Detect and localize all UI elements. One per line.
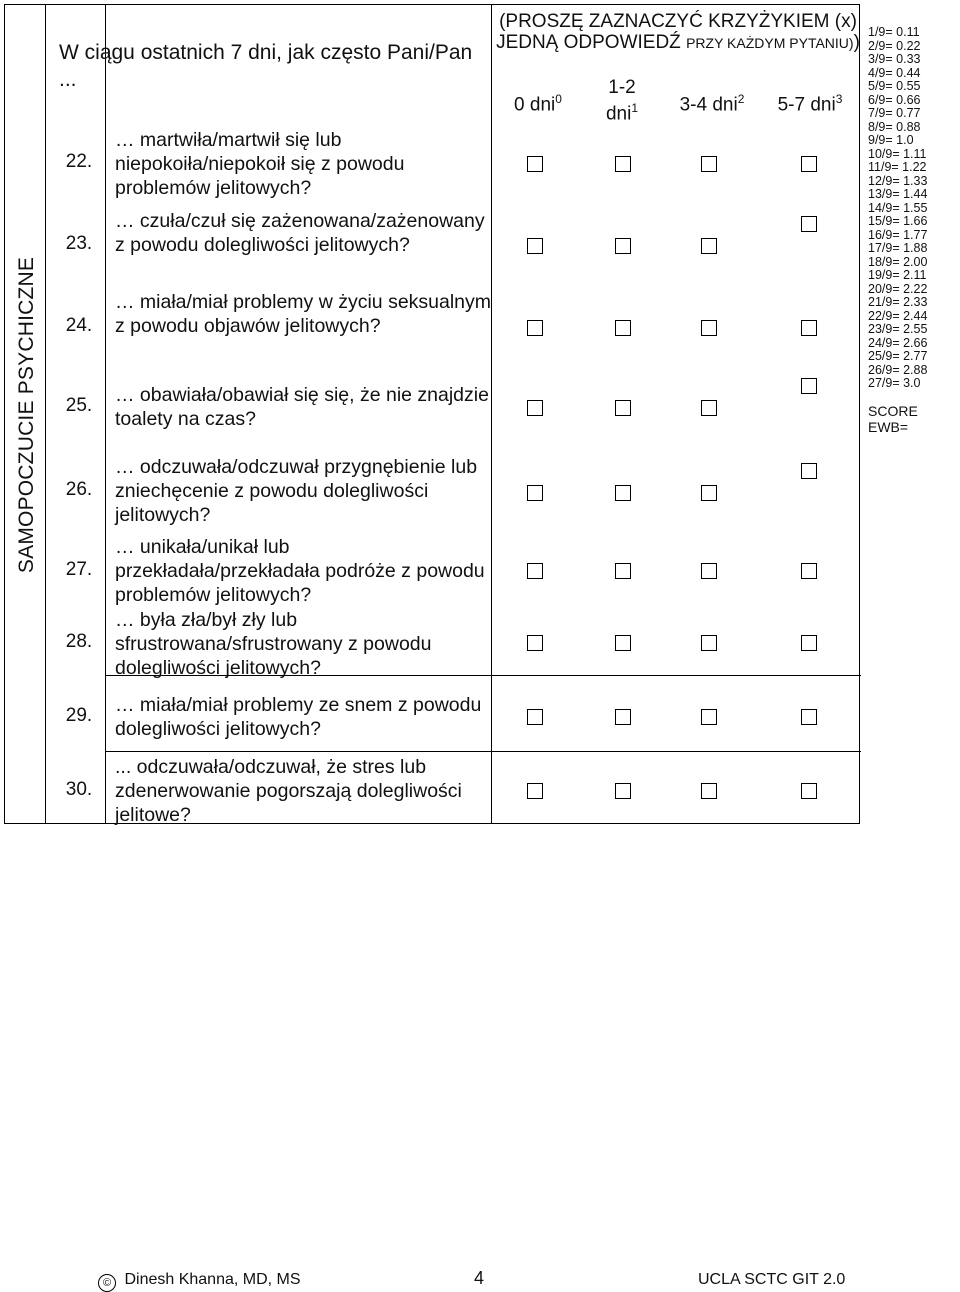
scale-item: 11/9= 1.22: [868, 160, 927, 174]
page-number: 4: [474, 1268, 485, 1288]
answer-checkbox-q26-3[interactable]: [801, 463, 817, 479]
scale-item: 4/9= 0.44: [868, 65, 921, 80]
answer-checkbox-q23-1[interactable]: [615, 238, 631, 254]
answer-checkbox-q26-0[interactable]: [527, 485, 543, 501]
scale-item: 17/9= 1.88: [868, 241, 928, 255]
question-text: … czuła/czuł się zażenowana/zażenowany z powodu dolegliwości jelitowych?: [115, 210, 485, 256]
footer-author: [98, 1271, 301, 1292]
answer-checkbox-q23-0[interactable]: [527, 238, 543, 254]
scale-item: 19/9= 2.11: [868, 268, 927, 282]
scale-item: 15/9= 1.66: [868, 214, 928, 228]
divider: [105, 751, 861, 752]
question-text: … unikała/unikał lub przekładała/przekładała podróże z powodu problemów jelitowych?: [115, 536, 485, 606]
scale-item: 21/9= 2.33: [868, 295, 928, 309]
answer-checkbox-q26-2[interactable]: [701, 485, 717, 501]
answer-checkbox-q29-2[interactable]: [701, 709, 717, 725]
answer-checkbox-q26-1[interactable]: [615, 485, 631, 501]
intro-question: W ciągu ostatnich 7 dni, jak często Pani/Pan ...: [59, 41, 473, 91]
instructions: (PROSZĘ ZAZNACZYĆ KRZYŻYKIEM (x) JEDNĄ ODPOWIEDŹ PRZY KAŻDYM PYTANIU)): [496, 11, 860, 53]
question-text: ... odczuwała/odczuwał, że stres lub zdenerwowanie pogorszają dolegliwości jelitowe?: [115, 756, 462, 826]
answer-checkbox-q28-1[interactable]: [615, 635, 631, 651]
answer-checkbox-q30-0[interactable]: [527, 783, 543, 799]
answer-checkbox-q25-0[interactable]: [527, 400, 543, 416]
answer-checkbox-q30-2[interactable]: [701, 783, 717, 799]
scoring-scale: [868, 26, 960, 435]
question-text: … miała/miał problemy ze snem z powodu dolegliwości jelitowych?: [115, 694, 482, 740]
scale-item: 13/9= 1.44: [868, 187, 928, 201]
scale-item: 16/9= 1.77: [868, 227, 928, 242]
scale-item: 2/9= 0.22: [868, 38, 921, 53]
scale-item: 8/9= 0.88: [868, 119, 921, 134]
answer-checkbox-q24-1[interactable]: [615, 320, 631, 336]
column-header-3: 5-7 dni$^3$: [777, 92, 843, 116]
answer-checkbox-q22-0[interactable]: [527, 156, 543, 172]
question-text: … martwiła/martwił się lub niepokoiła/niepokoił się z powodu problemów jelitowych?: [115, 129, 405, 199]
scale-item: 27/9= 3.0: [868, 376, 921, 390]
ewb-label: EWB=: [868, 418, 909, 435]
column-header-0: 0 dni$^0$: [514, 92, 562, 116]
question-number: 30.: [65, 779, 93, 800]
author-name: Dinesh Khanna, MD, MS: [124, 1271, 301, 1288]
answer-checkbox-q27-1[interactable]: [615, 563, 631, 579]
scale-item: 10/9= 1.11: [868, 146, 927, 161]
answer-checkbox-q28-3[interactable]: [801, 635, 817, 651]
questionnaire-table: [4, 4, 860, 824]
answer-checkbox-q23-2[interactable]: [701, 238, 717, 254]
question-number: 25.: [65, 395, 93, 416]
scale-item: 1/9= 0.11: [868, 25, 920, 39]
answer-checkbox-q27-3[interactable]: [801, 563, 817, 579]
score-label: SCORE: [868, 402, 918, 419]
question-number: 24.: [65, 315, 93, 336]
answer-checkbox-q25-3[interactable]: [801, 378, 817, 394]
column-header-2: 3-4 dni$^2$: [679, 92, 745, 116]
answer-checkbox-q29-0[interactable]: [527, 709, 543, 725]
answer-checkbox-q30-1[interactable]: [615, 783, 631, 799]
section-label: [5, 5, 49, 825]
section-label-text: SAMOPOCZUCIE PSYCHICZNE: [15, 256, 38, 574]
question-text: … miała/miał problemy w życiu seksualnym z powodu objawów jelitowych?: [115, 291, 492, 337]
scale-item: 26/9= 2.88: [868, 362, 928, 377]
answer-checkbox-q24-2[interactable]: [701, 320, 717, 336]
answer-checkbox-q25-2[interactable]: [701, 400, 717, 416]
scale-item: 7/9= 0.77: [868, 106, 921, 120]
scale-item: 3/9= 0.33: [868, 52, 921, 66]
answer-checkbox-q23-3[interactable]: [801, 216, 817, 232]
scale-item: 18/9= 2.00: [868, 254, 928, 269]
answer-checkbox-q28-2[interactable]: [701, 635, 717, 651]
answer-checkbox-q24-3[interactable]: [801, 320, 817, 336]
scale-item: 25/9= 2.77: [868, 349, 928, 363]
scale-item: 24/9= 2.66: [868, 335, 928, 350]
score-field: [868, 403, 960, 435]
question-text: … odczuwała/odczuwał przygnębienie lub zniechęcenie z powodu dolegliwości jelitowych?: [115, 456, 478, 526]
footer-org: UCLA SCTC GIT 2.0: [698, 1271, 846, 1288]
question-text: … obawiała/obawiał się się, że nie znajdzie toalety na czas?: [115, 384, 489, 430]
scale-item: 23/9= 2.55: [868, 322, 928, 336]
scale-item: 20/9= 2.22: [868, 281, 928, 296]
answer-checkbox-q22-3[interactable]: [801, 156, 817, 172]
answer-checkbox-q22-1[interactable]: [615, 156, 631, 172]
scale-item: 22/9= 2.44: [868, 308, 928, 323]
scale-item: 9/9= 1.0: [868, 133, 914, 147]
answer-checkbox-q27-0[interactable]: [527, 563, 543, 579]
question-text: … była zła/był zły lub sfrustrowana/sfrustrowany z powodu dolegliwości jelitowych?: [115, 609, 432, 679]
answer-checkbox-q25-1[interactable]: [615, 400, 631, 416]
answer-checkbox-q24-0[interactable]: [527, 320, 543, 336]
instructions-main: (PROSZĘ ZAZNACZYĆ KRZYŻYKIEM (x) JEDNĄ ODPOWIEDŹ: [496, 11, 857, 53]
instructions-small: PRZY KAŻDYM PYTANIU): [686, 35, 854, 51]
scale-item: 6/9= 0.66: [868, 92, 921, 107]
answer-checkbox-q30-3[interactable]: [801, 783, 817, 799]
question-number: 28.: [65, 631, 93, 652]
question-number: 29.: [65, 705, 93, 726]
answer-checkbox-q22-2[interactable]: [701, 156, 717, 172]
scale-item: 14/9= 1.55: [868, 200, 928, 215]
copyright-icon: ©: [98, 1274, 116, 1292]
question-number: 27.: [65, 559, 93, 580]
column-header-1: 1-2 dni$^1$: [605, 77, 639, 125]
question-number: 22.: [65, 151, 93, 172]
question-number: 26.: [65, 479, 93, 500]
question-number: 23.: [65, 233, 93, 254]
answer-checkbox-q28-0[interactable]: [527, 635, 543, 651]
scale-item: 5/9= 0.55: [868, 79, 921, 93]
answer-checkbox-q27-2[interactable]: [701, 563, 717, 579]
answer-checkbox-q29-3[interactable]: [801, 709, 817, 725]
answer-checkbox-q29-1[interactable]: [615, 709, 631, 725]
scale-item: 12/9= 1.33: [868, 173, 928, 188]
